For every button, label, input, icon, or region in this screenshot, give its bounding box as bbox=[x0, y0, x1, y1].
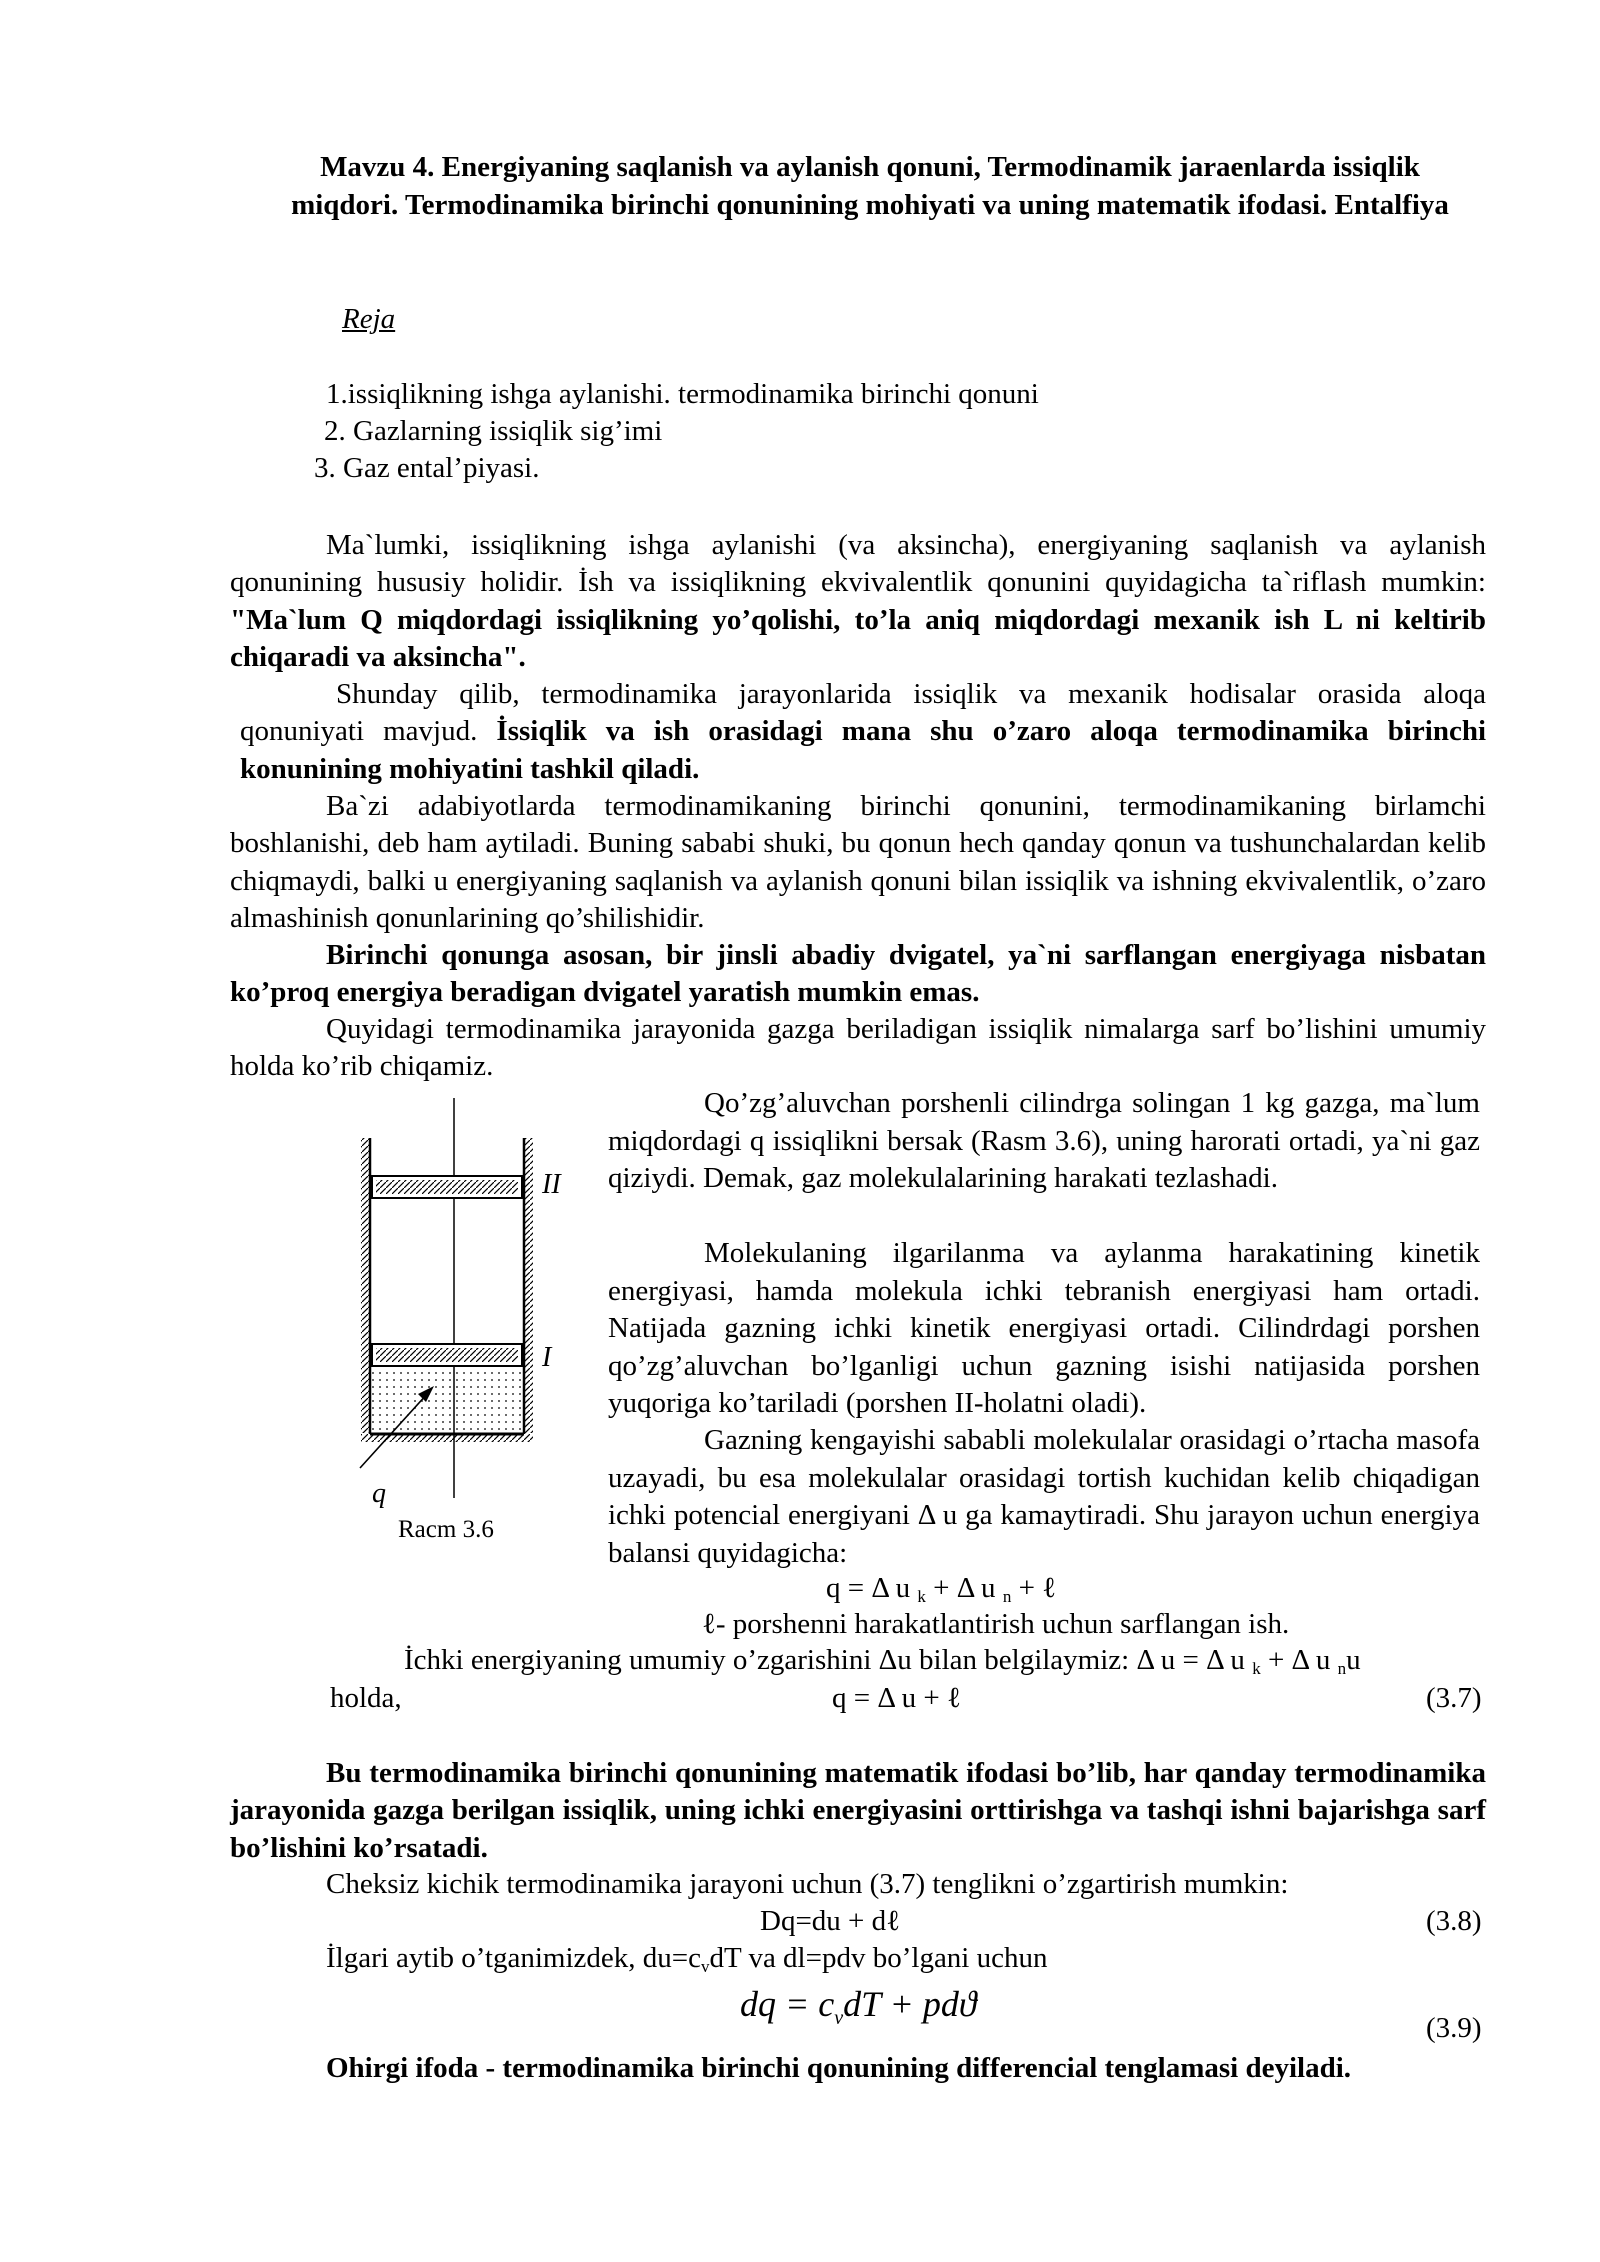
paragraph-1 bbox=[230, 527, 1486, 677]
cv-line-part-b: dT va dl=pdv bo’lgani uchun bbox=[709, 1942, 1048, 1974]
cylinder-piston-figure bbox=[350, 1098, 590, 1518]
label-heat-q: q bbox=[372, 1478, 386, 1509]
eq1-sub-k: k bbox=[917, 1587, 926, 1606]
plan-item-3: 3. Gaz ental’piyasi. bbox=[314, 452, 540, 484]
paragraph-1-text: Ma`lumki, issiqlikning ishga aylanishi (va aksincha), energiyaning saqlanish va aylanish qonunining hususiy holidir. İsh va issiqlikning ekvivalentlik qonunini quyidagicha ta`riflash mumkin: bbox=[230, 529, 1486, 599]
equation-energy-balance bbox=[826, 1572, 1056, 1607]
label-position-1: I bbox=[542, 1342, 552, 1373]
equation-number-3-8: (3.8) bbox=[1426, 1905, 1482, 1937]
cv-relation-line bbox=[326, 1942, 1048, 1977]
side-paragraph-2: Molekulaning ilgarilanma va aylanma harakatining kinetik energiyasi, hamda molekula ichki tebranish energiyasi ham ortadi. Natijada gazning ichki kinetik energiyasi ortadi. Cilindrdagi porshen qo’zg’aluvchan bo’lganligi uchun gazning isishi natijasida porshen yuqoriga ko’tariladi (porshen II-holatni oladi). bbox=[608, 1237, 1480, 1420]
paragraph-5: Quyidagi termodinamika jarayonida gazga beriladigan issiqlik nimalarga sarf bo’lishini umumiy holda ko’rib chiqamiz. bbox=[230, 1013, 1486, 1083]
page-title: Mavzu 4. Energiyaning saqlanish va aylanish qonuni, Termodinamik jaraenlarda issiqlik miqdori. Termodinamika birinchi qonunining mohiyati va uning matematik ifodasi. Entalfiya bbox=[291, 151, 1449, 221]
equation-number-3-7: (3.7) bbox=[1426, 1682, 1482, 1714]
eq5-part-c: ϑ bbox=[958, 1984, 977, 2024]
side-paragraph-1: Qo’zg’aluvchan porshenli cilindrga solingan 1 kg gazga, ma`lum miqdordagi q issiqlikni bersak (Rasm 3.6), uning harorati ortadi, ya`ni gaz qiziydi. Demak, gaz molekulalarining harakati tezlashadi. bbox=[608, 1087, 1480, 1195]
equation-3-9 bbox=[740, 1983, 977, 2030]
eq1-part-a: q = Δ u bbox=[826, 1572, 918, 1604]
internal-part-b: + Δ u bbox=[1260, 1644, 1338, 1676]
side-paragraph-3: Gazning kengayishi sababli molekulalar orasidagi o’rtacha masofa uzayadi, bu esa molekulalar orasidagi tortish kuchidan kelib chiqadigan ichki potencial energiyani Δ u ga kamaytiradi. Shu jarayon uchun energiya balansi quyidagicha: bbox=[608, 1424, 1480, 1569]
equation-3-8: Dq=du + dℓ bbox=[760, 1905, 901, 1937]
paragraph-6: Bu termodinamika birinchi qonunining matematik ifodasi bo’lib, har qanday termodinamika jarayonida gazga berilgan issiqlik, uning ichki energiyasini orttirishga va tashqi ishni bajarishga sarf bo’lishini ko’rsatadi. bbox=[230, 1757, 1486, 1864]
holda-text: holda, bbox=[330, 1682, 402, 1714]
eq1-sub-n: n bbox=[1002, 1587, 1012, 1606]
eq1-part-b: + Δ u bbox=[925, 1572, 1003, 1604]
paragraph-1-bold: "Ma`lum Q miqdordagi issiqlikning yo’qolishi, to’la aniq miqdordagi mexanik ish L ni keltirib chiqaradi va aksincha". bbox=[230, 603, 1486, 674]
internal-part-c: u bbox=[1346, 1644, 1361, 1676]
cv-line-sub-v: v bbox=[701, 1957, 710, 1976]
eq5-sub-v: v bbox=[834, 2007, 844, 2029]
equation-number-3-9: (3.9) bbox=[1426, 2012, 1482, 2044]
paragraph-7: Cheksiz kichik termodinamika jarayoni uchun (3.7) tenglikni o’zgartirish mumkin: bbox=[326, 1868, 1289, 1900]
cv-line-part-a: İlgari aytib o’tganimizdek, du=c bbox=[326, 1942, 701, 1974]
paragraph-4: Birinchi qonunga asosan, bir jinsli abadiy dvigatel, ya`ni sarflangan energiyaga nisbatan ko’proq energiya beradigan dvigatel yaratish mumkin emas. bbox=[230, 939, 1486, 1009]
label-position-2: II bbox=[542, 1169, 561, 1200]
equation-3-7: q = Δ u + ℓ bbox=[832, 1682, 961, 1714]
paragraph-2 bbox=[240, 676, 1486, 788]
paragraph-2-text: Shunday qilib, termodinamika jarayonlarida issiqlik va mexanik hodisalar orasida aloqa qonuniyati mavjud. bbox=[240, 678, 1486, 748]
plan-item-1: 1.issiqlikning ishga aylanishi. termodinamika birinchi qonuni bbox=[326, 378, 1039, 410]
internal-part-a: İchki energiyaning umumiy o’zgarishini Δu bilan belgilaymiz: Δ u = Δ u bbox=[404, 1644, 1253, 1676]
eq5-part-b: dT + pd bbox=[843, 1984, 959, 2024]
plan-item-2: 2. Gazlarning issiqlik sig’imi bbox=[324, 415, 663, 447]
eq1-part-c: + ℓ bbox=[1011, 1572, 1057, 1604]
internal-energy-line bbox=[404, 1644, 1361, 1679]
internal-sub-n: n bbox=[1337, 1659, 1347, 1678]
internal-sub-k: k bbox=[1252, 1659, 1261, 1678]
paragraph-8: Ohirgi ifoda - termodinamika birinchi qonunining differencial tenglamasi deyiladi. bbox=[326, 2052, 1352, 2084]
paragraph-3: Ba`zi adabiyotlarda termodinamikaning birinchi qonunini, termodinamikaning birlamchi boshlanishi, deb ham aytiladi. Buning sababi shuki, bu qonun hech qanday qonun va tushunchalardan kelib chiqmaydi, balki u energiyaning saqlanish va aylanish qonuni bilan issiqlik va ishning ekvivalentlik, o’zaro almashinish qonunlarining qo’shilishidir. bbox=[230, 790, 1486, 935]
eq5-part-a: dq = c bbox=[740, 1984, 835, 2024]
plan-heading: Reja bbox=[342, 303, 396, 335]
figure-caption: Racm 3.6 bbox=[398, 1516, 494, 1543]
paragraph-2-bold: İssiqlik va ish orasidagi mana shu o’zaro aloqa termodinamika birinchi konunining mohiyatini tashkil qiladi. bbox=[240, 715, 1487, 785]
equation-work-description: ℓ- porshenni harakatlantirish uchun sarflangan ish. bbox=[702, 1608, 1290, 1640]
